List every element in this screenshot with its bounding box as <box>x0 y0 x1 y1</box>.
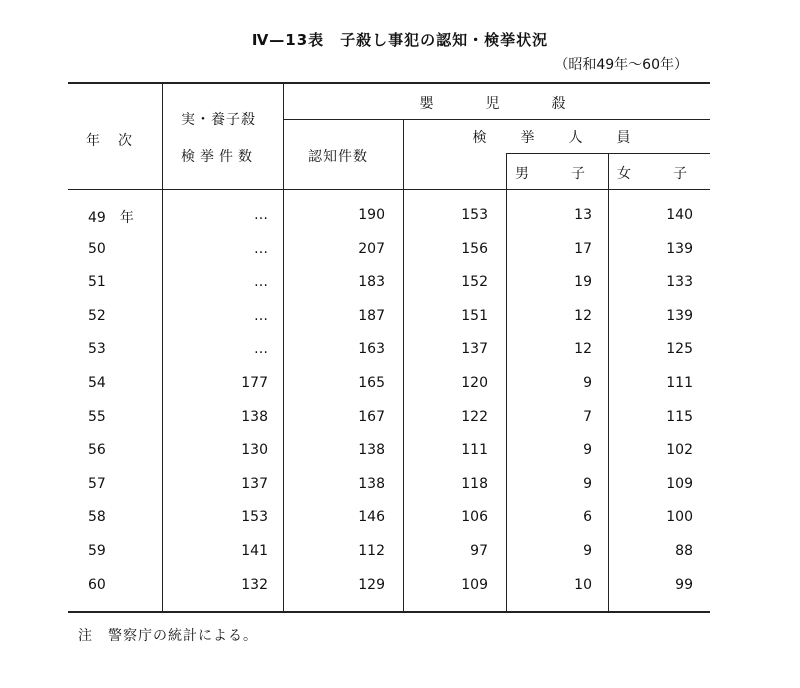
cell-arrested: 120 <box>461 375 488 391</box>
cell-female: 109 <box>666 476 693 492</box>
cell-female: 88 <box>675 543 693 559</box>
cell-arrested: 106 <box>461 509 488 525</box>
row-year: 51 <box>88 274 106 290</box>
cell-arrested: 137 <box>461 341 488 357</box>
header-arrested-persons: 検 挙 人 員 <box>472 130 641 146</box>
row-year: 55 <box>88 409 106 425</box>
header-bottom-rule <box>68 189 710 190</box>
header-male: 男 子 <box>515 166 599 182</box>
cell-jitsu: … <box>254 207 268 223</box>
cell-jitsu: 132 <box>241 577 268 593</box>
cell-male: 17 <box>574 241 592 257</box>
cell-male: 10 <box>574 577 592 593</box>
cell-arrested: 109 <box>461 577 488 593</box>
cell-arrested: 156 <box>461 241 488 257</box>
cell-jitsu: … <box>254 341 268 357</box>
header-jitsu-line2: 検挙件数 <box>181 149 257 165</box>
cell-male: 9 <box>583 442 592 458</box>
cell-male: 7 <box>583 409 592 425</box>
cell-jitsu: 177 <box>241 375 268 391</box>
row-year: 52 <box>88 308 106 324</box>
cell-male: 12 <box>574 308 592 324</box>
cell-female: 140 <box>666 207 693 223</box>
row-year: 58 <box>88 509 106 525</box>
cell-jitsu: 153 <box>241 509 268 525</box>
cell-jitsu: … <box>254 308 268 324</box>
row-year: 56 <box>88 442 106 458</box>
cell-recognized: 167 <box>358 409 385 425</box>
table-title: Ⅳ—13表 子殺し事犯の認知・検挙状況 <box>251 31 549 49</box>
cell-female: 139 <box>666 308 693 324</box>
header-year: 年 次 <box>86 133 134 149</box>
cell-recognized: 138 <box>358 442 385 458</box>
cell-male: 13 <box>574 207 592 223</box>
cell-recognized: 187 <box>358 308 385 324</box>
header-infanticide: 嬰 児 殺 <box>419 96 574 112</box>
row-year: 53 <box>88 341 106 357</box>
cell-recognized: 165 <box>358 375 385 391</box>
row-year: 50 <box>88 241 106 257</box>
row-year: 54 <box>88 375 106 391</box>
bottom-rule <box>68 611 710 613</box>
cell-recognized: 190 <box>358 207 385 223</box>
cell-female: 102 <box>666 442 693 458</box>
header-female: 女 子 <box>617 166 701 182</box>
cell-arrested: 122 <box>461 409 488 425</box>
row-year: 57 <box>88 476 106 492</box>
col-divider-recognized <box>403 120 404 611</box>
top-rule <box>68 82 710 84</box>
col-divider-male <box>608 154 609 611</box>
period-label: （昭和49年～60年） <box>554 57 688 73</box>
cell-recognized: 146 <box>358 509 385 525</box>
cell-jitsu: 141 <box>241 543 268 559</box>
row-year: 49 年 <box>88 210 134 226</box>
cell-male: 19 <box>574 274 592 290</box>
col-divider-year <box>162 83 163 611</box>
cell-arrested: 118 <box>461 476 488 492</box>
infanticide-subrule <box>283 119 710 120</box>
header-recognized: 認知件数 <box>308 149 368 165</box>
cell-recognized: 207 <box>358 241 385 257</box>
cell-male: 9 <box>583 543 592 559</box>
row-year: 60 <box>88 577 106 593</box>
cell-recognized: 129 <box>358 577 385 593</box>
cell-female: 139 <box>666 241 693 257</box>
cell-female: 125 <box>666 341 693 357</box>
row-year: 59 <box>88 543 106 559</box>
footnote: 注 警察庁の統計による。 <box>78 628 258 644</box>
col-divider-jitsu <box>283 83 284 611</box>
cell-recognized: 112 <box>358 543 385 559</box>
cell-recognized: 163 <box>358 341 385 357</box>
cell-female: 115 <box>666 409 693 425</box>
cell-jitsu: … <box>254 274 268 290</box>
cell-arrested: 97 <box>470 543 488 559</box>
cell-arrested: 151 <box>461 308 488 324</box>
cell-arrested: 153 <box>461 207 488 223</box>
cell-arrested: 111 <box>461 442 488 458</box>
cell-male: 9 <box>583 476 592 492</box>
cell-recognized: 138 <box>358 476 385 492</box>
cell-female: 133 <box>666 274 693 290</box>
cell-jitsu: 130 <box>241 442 268 458</box>
col-divider-arrested <box>506 154 507 611</box>
cell-recognized: 183 <box>358 274 385 290</box>
cell-female: 99 <box>675 577 693 593</box>
cell-female: 100 <box>666 509 693 525</box>
cell-jitsu: 137 <box>241 476 268 492</box>
cell-male: 9 <box>583 375 592 391</box>
cell-male: 12 <box>574 341 592 357</box>
cell-jitsu: 138 <box>241 409 268 425</box>
cell-arrested: 152 <box>461 274 488 290</box>
cell-jitsu: … <box>254 241 268 257</box>
cell-female: 111 <box>666 375 693 391</box>
header-jitsu-line1: 実・養子殺 <box>181 112 256 128</box>
cell-male: 6 <box>583 509 592 525</box>
